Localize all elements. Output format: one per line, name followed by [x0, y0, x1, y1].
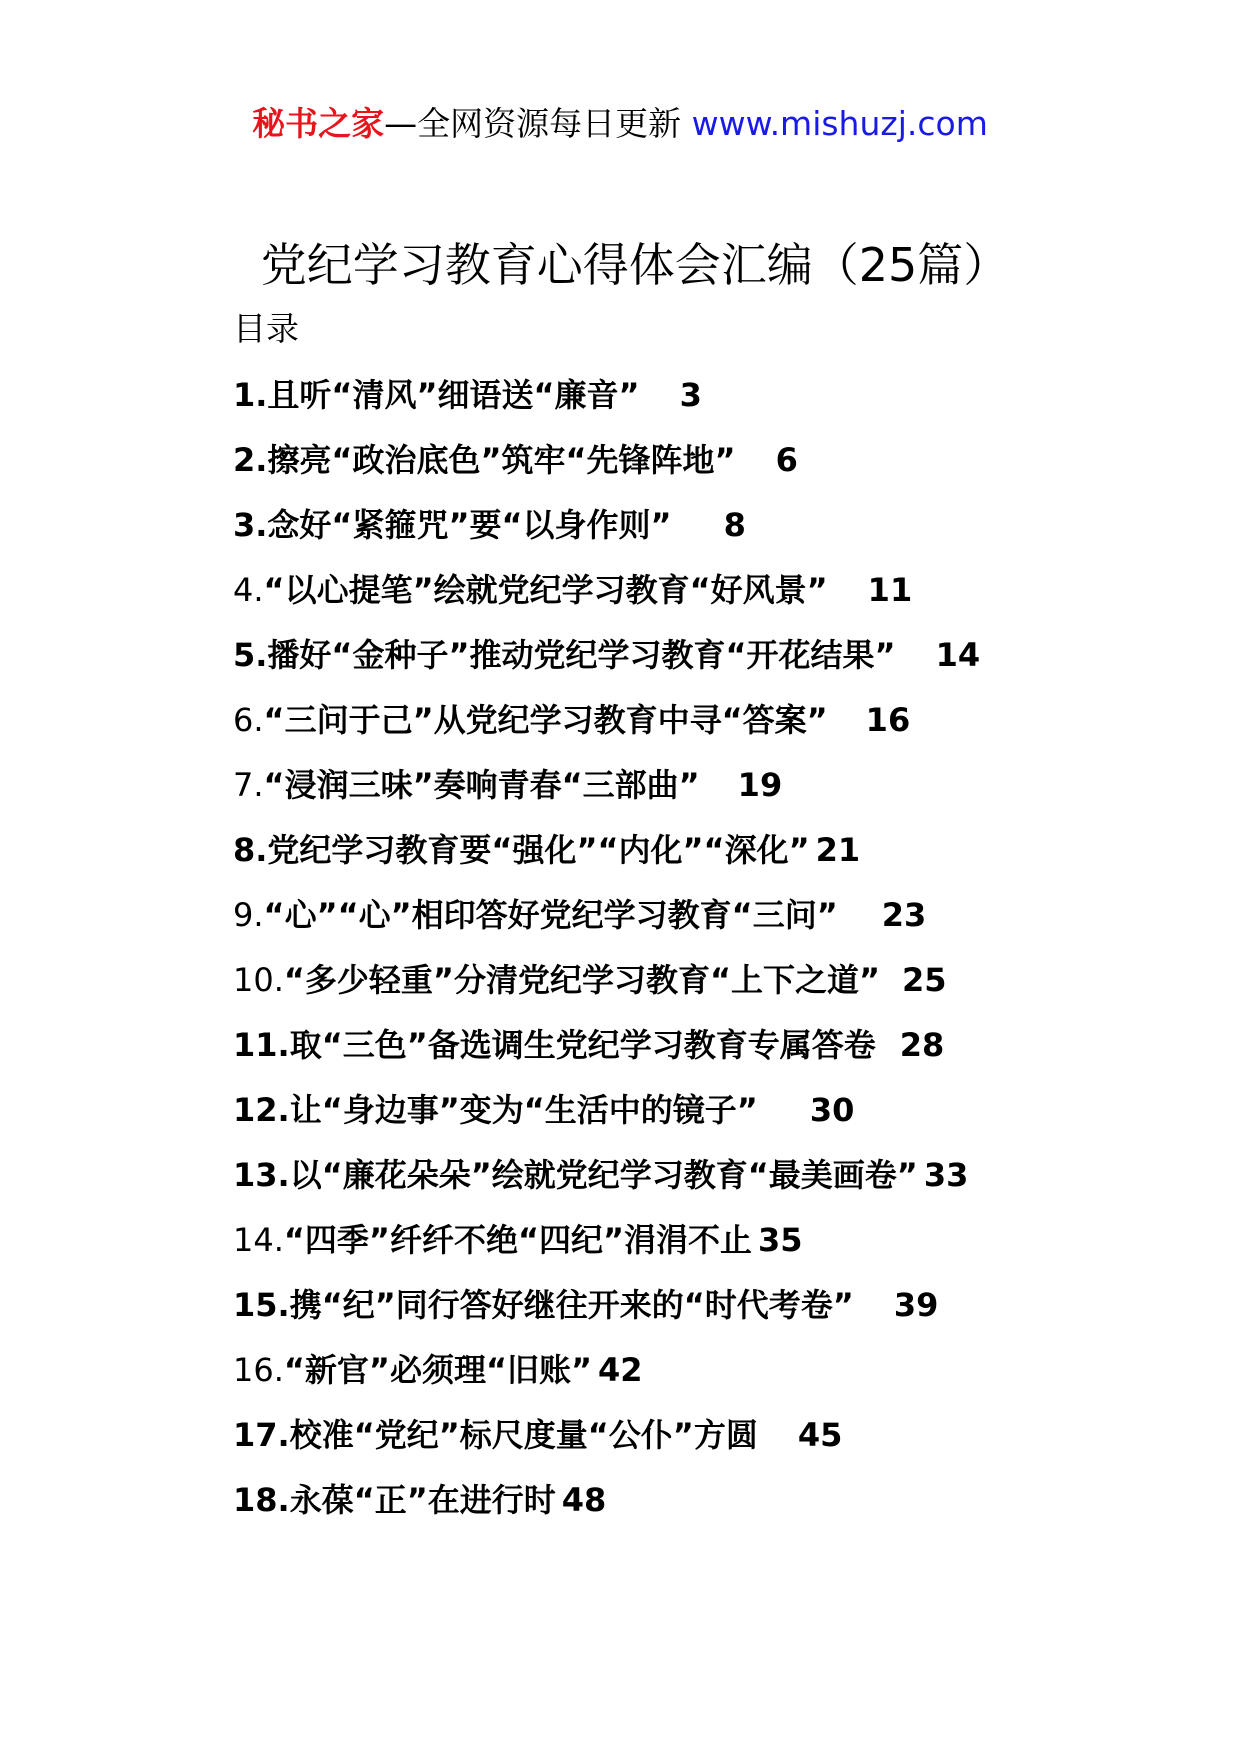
- toc-entry-number: 1.: [233, 376, 268, 414]
- toc-entry-title: 以“廉花朵朵”绘就党纪学习教育“最美画卷”: [289, 1156, 918, 1194]
- toc-entry-page-number: 28: [899, 1026, 945, 1064]
- toc-entry-number: 16.: [233, 1351, 284, 1389]
- toc-entry-number: 14.: [233, 1221, 284, 1259]
- toc-entry[interactable]: [233, 888, 1113, 953]
- toc-entry-title: “三问于己”从党纪学习教育中寻“答案”: [263, 701, 828, 739]
- toc-entry-number: 11.: [233, 1026, 290, 1064]
- toc-entry-page-number: 14: [935, 636, 981, 674]
- toc-entry[interactable]: [233, 368, 1113, 433]
- toc-entry-page-number: 21: [815, 831, 861, 869]
- toc-entry[interactable]: [233, 563, 1113, 628]
- toc-entry-page-number: 35: [758, 1221, 803, 1259]
- toc-entry-page-number: 30: [809, 1091, 855, 1129]
- document-title: 党纪学习教育心得体会汇编（25篇）: [260, 238, 1010, 292]
- toc-entry-number: 18.: [233, 1481, 290, 1519]
- toc-entry[interactable]: [233, 823, 1113, 888]
- toc-entry[interactable]: [233, 1278, 1113, 1343]
- toc-entry-title: 播好“金种子”推动党纪学习教育“开花结果”: [267, 636, 896, 674]
- toc-entry-number: 4.: [233, 571, 264, 609]
- toc-entry-title: 携“纪”同行答好继往开来的“时代考卷”: [289, 1286, 854, 1324]
- toc-entry-title: “新官”必须理“旧账”: [283, 1351, 593, 1389]
- toc-entry[interactable]: [233, 498, 1113, 563]
- toc-entry-number: 7.: [233, 766, 264, 804]
- toc-entry[interactable]: [233, 758, 1113, 823]
- toc-entry-title: “心”“心”相印答好党纪学习教育“三问”: [263, 896, 838, 934]
- toc-entry-page-number: 33: [923, 1156, 969, 1194]
- toc-entry[interactable]: [233, 1473, 1113, 1538]
- toc-entry[interactable]: [233, 1148, 1113, 1213]
- toc-entry[interactable]: [233, 693, 1113, 758]
- toc-entry[interactable]: [233, 1408, 1113, 1473]
- toc-entry-title: 擦亮“政治底色”筑牢“先锋阵地”: [267, 441, 736, 479]
- toc-entry-page-number: 25: [902, 961, 947, 999]
- header-tagline: —全网资源每日更新: [384, 104, 682, 143]
- toc-entry-title: 党纪学习教育要“强化”“内化”“深化”: [267, 831, 810, 869]
- toc-entry-page-number: 48: [561, 1481, 607, 1519]
- table-of-contents: [233, 368, 1113, 1538]
- toc-entry-page-number: 16: [865, 701, 911, 739]
- toc-entry-title: “四季”纤纤不绝“四纪”涓涓不止: [283, 1221, 753, 1259]
- toc-entry-title: “浸润三味”奏响青春“三部曲”: [263, 766, 700, 804]
- toc-entry-number: 6.: [233, 701, 264, 739]
- toc-entry-page-number: 39: [893, 1286, 939, 1324]
- site-url-link[interactable]: www.mishuzj.com: [691, 104, 988, 143]
- toc-entry[interactable]: [233, 433, 1113, 498]
- toc-entry-number: 8.: [233, 831, 268, 869]
- toc-entry-title: “以心提笔”绘就党纪学习教育“好风景”: [263, 571, 828, 609]
- toc-entry[interactable]: [233, 1083, 1113, 1148]
- toc-entry-title: 让“身边事”变为“生活中的镜子”: [289, 1091, 758, 1129]
- toc-entry[interactable]: [233, 1018, 1113, 1083]
- toc-entry-number: 9.: [233, 896, 264, 934]
- toc-entry-number: 17.: [233, 1416, 290, 1454]
- toc-entry[interactable]: [233, 1213, 1113, 1278]
- toc-entry-title: 念好“紧箍咒”要“以身作则”: [267, 506, 672, 544]
- toc-entry-page-number: 3: [679, 376, 702, 414]
- toc-entry-number: 15.: [233, 1286, 290, 1324]
- toc-entry-title: 取“三色”备选调生党纪学习教育专属答卷: [289, 1026, 876, 1064]
- toc-entry-page-number: 19: [737, 766, 783, 804]
- toc-entry[interactable]: [233, 628, 1113, 693]
- toc-entry-number: 5.: [233, 636, 268, 674]
- toc-entry-number: 13.: [233, 1156, 290, 1194]
- toc-entry-page-number: 23: [881, 896, 927, 934]
- toc-entry-number: 2.: [233, 441, 268, 479]
- toc-entry-page-number: 6: [775, 441, 798, 479]
- toc-entry-number: 3.: [233, 506, 268, 544]
- toc-entry-title: 校准“党纪”标尺度量“公仆”方圆: [289, 1416, 758, 1454]
- toc-entry-number: 12.: [233, 1091, 290, 1129]
- toc-entry-title: 且听“清风”细语送“廉音”: [267, 376, 640, 414]
- site-header: [0, 96, 1240, 152]
- toc-entry-title: “多少轻重”分清党纪学习教育“上下之道”: [283, 961, 881, 999]
- toc-entry[interactable]: [233, 1343, 1113, 1408]
- toc-entry-page-number: 8: [723, 506, 746, 544]
- toc-entry-number: 10.: [233, 961, 284, 999]
- toc-entry[interactable]: [233, 953, 1113, 1018]
- toc-entry-page-number: 45: [797, 1416, 843, 1454]
- toc-entry-page-number: 42: [598, 1351, 643, 1389]
- brand-name: 秘书之家: [252, 104, 385, 143]
- toc-entry-page-number: 11: [867, 571, 913, 609]
- toc-heading: 目录: [233, 309, 299, 348]
- toc-entry-title: 永葆“正”在进行时: [289, 1481, 556, 1519]
